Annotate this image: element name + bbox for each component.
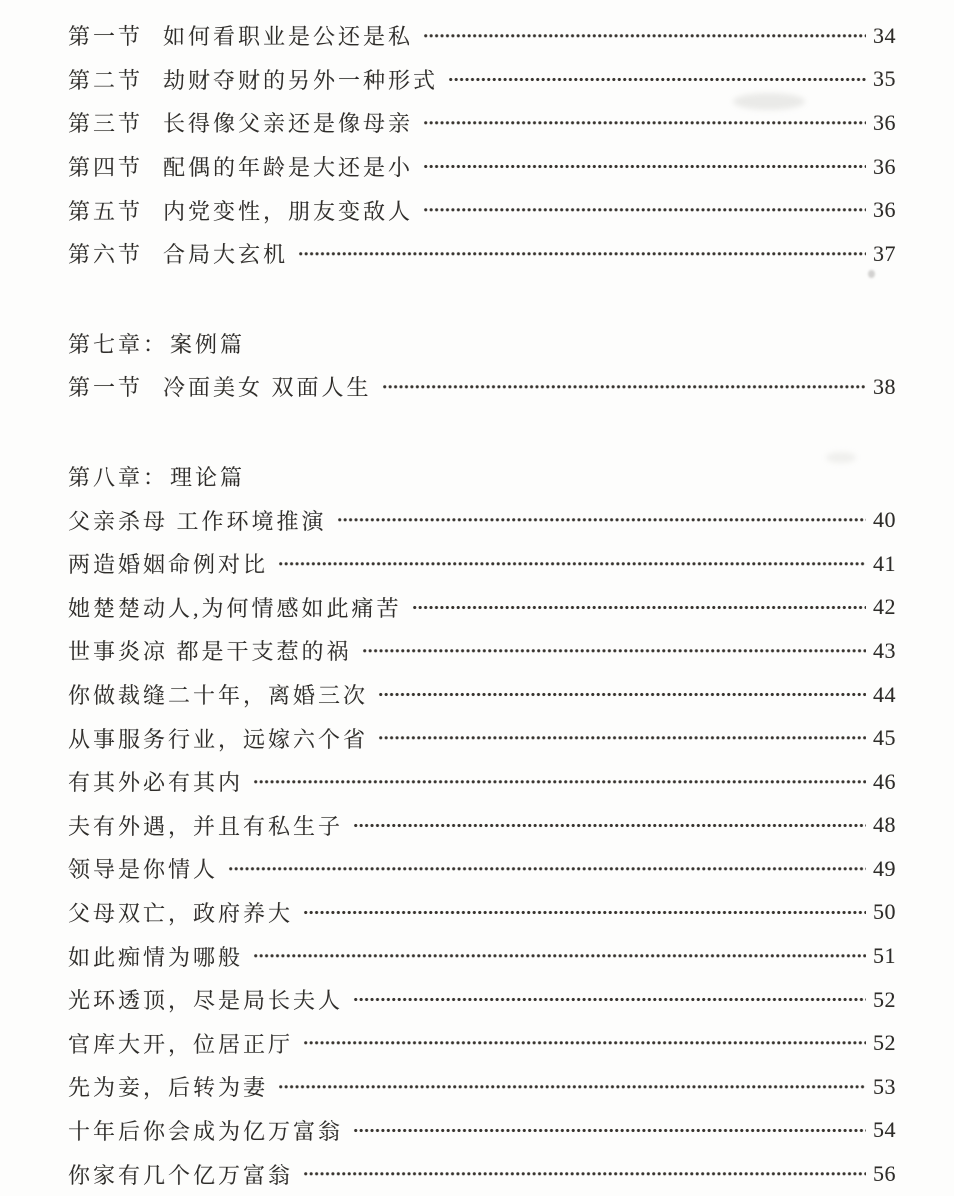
toc-entry-label: 第五节 xyxy=(68,198,144,224)
toc-entry-title: 你做裁缝二十年，离婚三次 xyxy=(68,683,369,709)
toc-entry-page-number: 45 xyxy=(873,725,896,751)
toc-entry xyxy=(68,14,896,58)
toc-entry-title: 先为妾，后转为妻 xyxy=(68,1075,269,1101)
dot-leader xyxy=(278,542,866,586)
toc-entry-title: 长得像父亲还是像母亲 xyxy=(163,111,414,137)
toc-entry-title: 夫有外遇，并且有私生子 xyxy=(68,813,344,839)
dot-leader xyxy=(423,101,866,145)
toc-entry-page-number: 37 xyxy=(873,240,896,266)
dot-leader xyxy=(448,58,866,102)
dot-leader xyxy=(382,365,866,409)
dot-leader xyxy=(303,891,866,935)
dot-leader xyxy=(378,673,866,717)
toc-entry xyxy=(68,365,896,409)
toc-entry-title: 案例篇 xyxy=(170,331,246,357)
toc-entry-title: 父母双亡，政府养大 xyxy=(68,900,294,926)
toc-entry xyxy=(68,145,896,189)
dot-leader xyxy=(423,188,866,232)
dot-leader xyxy=(362,629,866,673)
toc-entry xyxy=(68,586,896,630)
dot-leader xyxy=(412,586,866,630)
toc-entry-title: 合局大玄机 xyxy=(163,242,289,268)
toc-entry-title: 领导是你情人 xyxy=(68,857,219,883)
toc-entry xyxy=(68,542,896,586)
toc-entry-label: 第六节 xyxy=(68,242,144,268)
toc-entry-title: 你家有几个亿万富翁 xyxy=(68,1162,294,1188)
toc-entry-title: 有其外必有其内 xyxy=(68,770,244,796)
toc-entry-title: 如此痴情为哪般 xyxy=(68,944,244,970)
toc-entry-page-number: 51 xyxy=(873,943,896,969)
toc-entry-page-number: 36 xyxy=(873,109,896,135)
dot-leader xyxy=(228,847,866,891)
dot-leader xyxy=(353,978,866,1022)
dot-leader xyxy=(423,145,866,189)
toc-entry xyxy=(68,934,896,978)
toc-entry xyxy=(68,1152,896,1196)
toc-entry-title: 内党变性，朋友变敌人 xyxy=(163,198,414,224)
dot-leader xyxy=(353,804,866,848)
toc-entry xyxy=(68,1065,896,1109)
toc-entry xyxy=(68,232,896,276)
toc-entry xyxy=(68,760,896,804)
toc-entry-title: 世事炎凉 都是干支惹的祸 xyxy=(68,639,352,665)
toc-entry xyxy=(68,1109,896,1153)
toc-entry xyxy=(68,58,896,102)
toc-entry-label: 第七章： xyxy=(68,331,169,357)
toc-entry xyxy=(68,1021,896,1065)
toc-entry-page-number: 53 xyxy=(873,1073,896,1099)
toc-entry-page-number: 35 xyxy=(873,66,896,92)
toc-entry-page-number: 49 xyxy=(873,855,896,881)
toc-entry-label: 第八章： xyxy=(68,465,169,491)
toc-entry-title: 配偶的年龄是大还是小 xyxy=(163,155,414,181)
toc-entry-label: 第二节 xyxy=(68,67,144,93)
dot-leader xyxy=(337,498,866,542)
dot-leader xyxy=(378,716,866,760)
toc-entry-page-number: 50 xyxy=(873,899,896,925)
dot-leader xyxy=(278,1065,866,1109)
toc-entry-title: 十年后你会成为亿万富翁 xyxy=(68,1118,344,1144)
toc-entry xyxy=(68,891,896,935)
toc-entry xyxy=(68,716,896,760)
toc-entry-page-number: 40 xyxy=(873,507,896,533)
toc-chapter-heading xyxy=(68,322,896,366)
dot-leader xyxy=(423,14,866,58)
toc-entry-label: 第四节 xyxy=(68,155,144,181)
dot-leader xyxy=(353,1109,866,1153)
toc-entry-page-number: 38 xyxy=(873,373,896,399)
toc-entry xyxy=(68,498,896,542)
toc-entry-title: 劫财夺财的另外一种形式 xyxy=(163,67,439,93)
toc-entry-title: 官库大开，位居正厅 xyxy=(68,1031,294,1057)
toc-entry-page-number: 34 xyxy=(873,22,896,48)
toc-entry-page-number: 52 xyxy=(873,986,896,1012)
toc-entry-page-number: 36 xyxy=(873,197,896,223)
toc-entry xyxy=(68,804,896,848)
dot-leader xyxy=(298,232,866,276)
toc-entry-page-number: 36 xyxy=(873,153,896,179)
dot-leader xyxy=(253,934,866,978)
toc-chapter-heading xyxy=(68,455,896,499)
toc-entry-title: 如何看职业是公还是私 xyxy=(163,24,414,50)
toc-entry-title: 理论篇 xyxy=(170,465,246,491)
toc-entry-page-number: 48 xyxy=(873,812,896,838)
toc-entry-title: 两造婚姻命例对比 xyxy=(68,552,269,578)
toc-entry-title: 光环透顶，尽是局长夫人 xyxy=(68,988,344,1014)
toc-entry-page-number: 56 xyxy=(873,1161,896,1187)
toc-entry-page-number: 52 xyxy=(873,1030,896,1056)
dot-leader xyxy=(253,760,866,804)
toc-entry-page-number: 54 xyxy=(873,1117,896,1143)
toc-entry-label: 第一节 xyxy=(68,375,144,401)
toc-entry-title: 从事服务行业，远嫁六个省 xyxy=(68,726,369,752)
toc-entry-label: 第一节 xyxy=(68,24,144,50)
toc-entry-title: 冷面美女 双面人生 xyxy=(163,375,372,401)
toc-entry-page-number: 41 xyxy=(873,550,896,576)
toc-entry-page-number: 46 xyxy=(873,768,896,794)
toc-entry-page-number: 42 xyxy=(873,594,896,620)
toc-list xyxy=(68,14,896,1196)
dot-leader xyxy=(303,1021,866,1065)
toc-entry xyxy=(68,188,896,232)
toc-entry xyxy=(68,847,896,891)
dot-leader xyxy=(303,1152,866,1196)
toc-entry xyxy=(68,673,896,717)
toc-entry-title: 她楚楚动人,为何情感如此痛苦 xyxy=(68,595,402,621)
toc-entry-page-number: 44 xyxy=(873,681,896,707)
toc-entry-label: 第三节 xyxy=(68,111,144,137)
toc-entry xyxy=(68,101,896,145)
toc-entry xyxy=(68,629,896,673)
toc-entry-page-number: 43 xyxy=(873,637,896,663)
toc-entry-title: 父亲杀母 工作环境推演 xyxy=(68,508,327,534)
toc-entry xyxy=(68,978,896,1022)
